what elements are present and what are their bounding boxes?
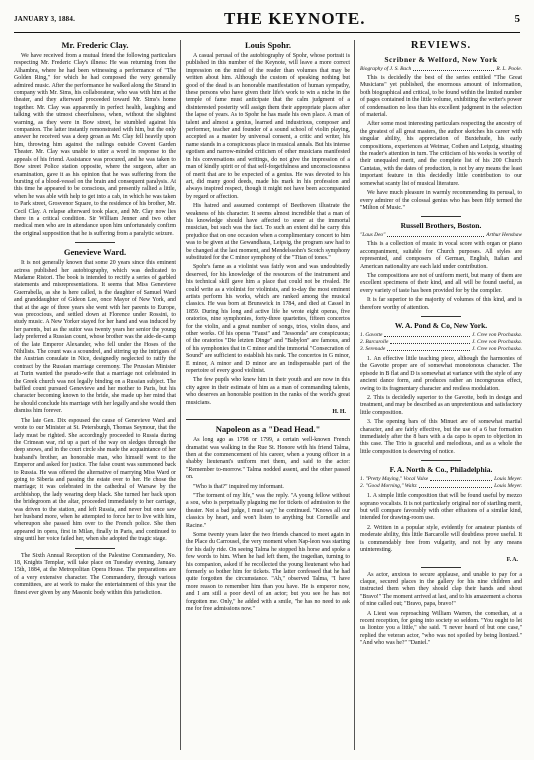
article-signature: H. H. bbox=[332, 409, 346, 416]
review-entry bbox=[360, 332, 522, 339]
column-left bbox=[14, 40, 176, 754]
column-right bbox=[360, 40, 522, 754]
section-heading: REVIEWS. bbox=[410, 40, 472, 51]
article-title: Mr. Frederic Clay. bbox=[61, 40, 129, 50]
entry-title: 1. "Pretty Maying," Vocal Valse bbox=[360, 476, 429, 483]
section-divider bbox=[421, 316, 461, 317]
entry-author: J. Cree von Prochaska. bbox=[471, 345, 522, 352]
article-paragraph: It is not generally known that some 20 years since this eminent actress published her autobiography, which was dedicated to Madame Ristori. The book is intended to rectify a series of garbled statements and misrepresentations. It seems that Miss Genevieve Guerrabella, as she is here called, is the daughter of Samuel Ward and granddaughter of Gideon Lee, once Mayor of New York, and that at the age of three years she went with her parents to Europe, was precocious, and settled down at Florence under Rossini, to study music. A New Yorker stayed for her hand and was induced by her parents, but as the suitor was twenty years her senior the young lady preferred a Russian count, whose brother was the aide-de-camp of the late Emperor Alexander, who fell under the Hoses of the Nihilists. The count was a scoundrel, and stirring up the intrigues of the Austrian consulate in Nice, designedly neglected to ratify the contract by the Russian marriage ceremony. The Prussian Minister at Turin wanted the pseudo-wife that a marriage not celebrated in the Greek church was not legally binding on a Russian subject. The baffled count pursued Genevieve and her mother to Paris, but his character becoming known to the bride, she made up her mind that he should conclude his marriage with her legally and she would then dismiss him forever. bbox=[14, 260, 176, 415]
anecdote-paragraph: A Lieut was reproaching William Warren, the comedian, at a recent reception, for going into society so seldom. "You ought to let us lionize you a little," she said. "I never heard of but one case," replied the veteran actor, "who was not spoiled by being lionized." "And who was he?" "Daniel." bbox=[360, 610, 522, 647]
entry-title: 3. Serenade bbox=[360, 345, 386, 352]
entry-author: Louis Meyer. bbox=[494, 476, 522, 483]
masthead-title: THE KEYNOTE. bbox=[224, 9, 366, 28]
section-divider bbox=[75, 548, 115, 549]
section-divider bbox=[186, 419, 350, 420]
article-paragraph: The Sixth Annual Reception of the Palestine Commandery, No. 18, Knights Templar, will take place on Tuesday evening, January 15th, 1884, at the Metropolitan Opera House. The preparations are of a very extensive character. The Commandery, through various committees, are at work to make the entertainment of this year the finest ever given by any Masonic body within this jurisdiction. bbox=[14, 552, 176, 596]
column-divider bbox=[180, 40, 181, 750]
review-entry bbox=[360, 476, 522, 483]
review-paragraph: The compositions are not of uniform merit, but many of them are excellent specimens of their kind, and all will be found useful, as every variety of taste has been provided for by the compiler. bbox=[360, 272, 522, 294]
dot-leader bbox=[384, 332, 469, 337]
article-paragraph: The few pupils who knew him in their youth and are now in this city agree in their estimate of him as a man of commanding talents, who deserves an honorable position in the ranks of the world's great musicians. bbox=[186, 377, 350, 406]
page-number: 5 bbox=[514, 13, 520, 25]
entry-title: 2. "Good Morning," Waltz bbox=[360, 483, 417, 490]
review-paragraph: This is a collection of music in vocal score with organ or piano accompaniment, suitable for Church purposes. All styles are represented, and composers of German, English, Italian and American nationality are each laid under contribution. bbox=[360, 241, 522, 270]
review-entry-list bbox=[360, 332, 522, 353]
review-signature: F. A. bbox=[506, 556, 518, 563]
publisher-heading: Scribner & Welford, New York bbox=[384, 55, 498, 64]
dot-leader bbox=[419, 483, 493, 488]
article-paragraph: His hatred and assumed contempt of Beethoven illustrate the weakness of his character. It seems almost incredible that a man of his knowledge should have affected to sneer at the immortal musician, but such was the fact. To such an extent did he carry this prejudice that on one occasion when a complimentary concert to him was to be given at the Gewandhaus, Leipsig, the program saw had to be changed at the last moment, and Mendelssohn's Scotch symphony substituted for the C minor symphony of the "Titan of tones." bbox=[186, 203, 350, 261]
section-divider bbox=[421, 216, 461, 217]
article-paragraph: Some twenty years later the two friends chanced to meet again in the Place du Carrousel, the very moment when Nap-leon was starting for his daily ride. On seeing Talma he stopped his horse and spoke a few words to him. When he had left them, the tragedian, turning to his companion, asked if he recollected the young lieutenant who had formerly so bother him for tickets. The latter confessed that he had quite forgotten the circumstance. "Ah," observed Talma, "I have more reason to remember him than you have. He is emperor now, and I am still a poor devil of an actor; but you see he has not forgotten me. Only," he added with a smile, "he has no need to ask me for free admissions now." bbox=[186, 531, 350, 613]
article-paragraph: A casual perusal of the autobiography of Spohr, whose portrait is published in this number of the Keynote, will leave a more correct impression on the mind of the reader than volumes that may be written about him. Although the custom of speaking nothing but good of the dead is an honorable manifestation of human sympathy, these persons who have given their life's work to win a niche in the temple of fame must anticipate that the calm judgment of a disinterested posterity will assign them their appropriate places after the lapse of years. As to Spohr he has made his own place. A man of talent and almost a genius, learned and industrious, composer and performer, teacher and founder of a sound school of violin playing, accepted as a master by universal consent, a critic and writer, his name stands in a conspicuous place in musical annals. But his intense egotism and narrow-minded criticism of other musicians manifested in his conversations and writings, do not give the impression of a man of kindly spirit or of that self-forgetfulness and unconsciousness of merit that are to be expected of a genius. He was devoted to his art, did many good deeds, made his mark in his profession and always inspired respect, though it might not have been accompanied by regard or affection. bbox=[186, 53, 350, 200]
review-entry bbox=[360, 483, 522, 490]
column-middle bbox=[186, 40, 350, 754]
article-paragraph: We have received from a mutual friend the following particulars respecting Mr. Frederic Clay's illness: He was returning from the Alhambra, where he had been witnessing a performance of "The Golden Ring," for which he had composed the very generally admired music. After the performance he walked along the Strand in company with Mr. Sims, his collaborateur, who was with him at the theater, and they afterward proceeded toward Mr. Sims's home together. Mr. Clay was apparently in perfect health, laughing and talking with the utmost cheerfulness, when, without the slightest warning, as they were in Bow street, he stumbled against his companion. The latter instantly remonstrated with him, but the only answer he received was a deep groan as Mr. Clay fell heavily upon him, throwing him against the railings outside Covent Garden Theater. Mr. Clay was unable to utter a word in response to the appeals of his friend. Assistance was procured, and he was taken to Bow street Police station opposite, where the surgeon, after an examination, gave it as his opinion that he was suffering from the bursting of a blood-vessel on the brain and consequent paralysis. At this time he appeared to be conscious, and presently rallied a little, when he was able with help to get into a cab, in which he was taken to Park street, Grosvenor Square, to the residence of his brother, Mr. Cecil Clay. A relapse afterward took place, and Mr. Clay now lies there in a critical condition. Sir William Jenner and two other medical men who are in attendance upon him unfortunately confirm the original supposition that he is suffering from a paralytic seizure. bbox=[14, 53, 176, 237]
dot-leader bbox=[413, 66, 494, 71]
article-title: Napoleon as a "Dead Head." bbox=[215, 424, 321, 435]
entry-author: Arthur Henshaw bbox=[486, 232, 522, 239]
entry-title: 2. Barcarolle bbox=[360, 338, 389, 345]
article-paragraph: The late Gen. Dix espoused the cause of Genevieve Ward and wrote to our Minister at St. Petersburgh, Thomas Seymour, that the lady must be righted. She accordingly proceeded to Russia during the Crimean war, rid up a part of the way on sledges through the deep snows, and in the court circle she made the acquaintance of her husband's brother, an honorable man, who himself went to the Emperor and asked for justice. The false count was summoned back to Russia. He was offered the alternative of marrying Miss Ward or going to Siberia and passing the estate over to her. He chose the marriage; it was celebrated in the cathedral of Warsaw by the archbishop, the lady wearing deep black. She turned her back upon the bridegroom at the altar, proceeded immediately to her carriage, was driven to the station, and left Russia, and never but once saw her husband more, when he attempted to force her to live with him, whereupon she passed him over to the French police. She then appeared in opera, first in Milan, finally in Paris, and continued to sing until her voice failed her, when she adopted the tragic stage. bbox=[14, 417, 176, 543]
review-paragraph: We have much pleasure in warmly recommending its perusal, to every admirer of the colossal genius who has been fitly termed the "Milton of Music." bbox=[360, 190, 522, 211]
entry-author: Louis Meyer. bbox=[494, 483, 522, 490]
issue-date: JANUARY 3, 1884. bbox=[14, 15, 76, 23]
entry-title: 1. Gavotte bbox=[360, 331, 383, 338]
anecdote-paragraph: As actor, anxious to secure applause, and unable to pay for a claque, secured places in the gallery for his nine children and instructed them when they should clap their hands and shout "Bravo!" The moment arrived at last, and to his amazement a chorus of nine called out; "Bravo, papa, bravo!" bbox=[360, 571, 522, 608]
entry-author: J. Cree von Prochaska. bbox=[471, 338, 522, 345]
review-entry bbox=[360, 339, 522, 346]
review-paragraph: 1. A simple little composition that will be found useful by mezzo soprano vocalists. It is not particularly original nor of startling merit, but will compare favorably with other effusions of a similar kind, intended for drawing-room use. bbox=[360, 493, 522, 522]
entry-author: J. Cree von Prochaska. bbox=[471, 331, 522, 338]
dot-leader bbox=[430, 476, 492, 481]
entry-author: R. L. Poole. bbox=[496, 66, 522, 72]
article-paragraph: Spohr's fame as a violinist was fairly won and was undoubtedly deserved, for his knowledge of the resources of the instrument and his technical skill gave him a place that could not be rivaled. He could write as a violinist for violinists, and to-day the most eminent artists perform his works, which are ranked among the musical classics. He was born at Brunswick in 1784, and died at Cassel in 1859. During his long and active life he wrote eight operas, five oratorios, nine symphonies, forty-three quartettes, fifteen concertos for the violin, and a great number of songs, trios, violin duos, and other works. Of his operas "Faust" and "Jessonda" are conspicuous; of the oratorios "Die letzten Dinge" and "Babylon" are famous, and of his symphonies that in C minor and the immortal "Consecration of Sound" are sufficient to establish his rank. The concertos in G minor, E minor, A minor and D minor are an indispensable part of the repertoire of every good violinist. bbox=[186, 264, 350, 375]
section-divider bbox=[421, 567, 461, 568]
article-paragraph: As long ago as 1798 or 1799, a certain well-known French dramatist was walking in the Rue St. Honore with his friend Talma, then at the commencement of his career, when a young officer in a shabby lieutenant's uniform met them, and said to the actor: "Remember to-morrow." Talma nodded assent, and the other passed on. bbox=[186, 437, 350, 481]
dot-leader bbox=[387, 346, 470, 351]
review-paragraph: It is far superior to the majority of volumes of this kind, and is therefore worthy of attention. bbox=[360, 297, 522, 311]
section-divider bbox=[421, 460, 461, 461]
review-paragraph: 2. This is decidedly superior to the Gavotte, both in design and treatment, and may be described as an unpretentious and satisfactory little composition. bbox=[360, 395, 522, 416]
publisher-heading: F. A. North & Co., Philadelphia. bbox=[389, 465, 493, 475]
article-title: Genevieve Ward. bbox=[63, 247, 127, 258]
review-entry bbox=[360, 66, 522, 73]
article-paragraph: "Who is that?" inquired my informant. bbox=[193, 483, 284, 490]
review-paragraph: 1. An effective little teaching piece, although the harmonies of the Gavotte proper are of somewhat monotonous character. The episode in B flat and D is somewhat at variance with the style of any ancient dance form, and produces rather an incongruous effect, owing to its fragmentary character and restless modulation. bbox=[360, 355, 522, 392]
column-divider bbox=[354, 40, 355, 750]
review-entry bbox=[360, 232, 522, 239]
review-paragraph: After some most interesting particulars respecting the ancestry of the greatest of all great masters, the author sketches his career with singular ability, his appreciation of Buxtehude, his early compositions, experiences at Weimar, Cothen and Leipzig, situating the reader's attention in turn. The criticism of his works is worthy of their unequaled merit, and the complete list of his 200 Church Cantatas, with the dates of production, is not by any means the least important feature in this decidedly little contribution to our somewhat scanty list of musical literature. bbox=[360, 121, 522, 187]
review-paragraph: 2. Written in a popular style, evidently for amateur pianists of moderate ability, this little Barcarolle will doubtless prove useful. It is commendably free from vulgarity, and not by any means uninteresting. bbox=[360, 524, 522, 554]
review-paragraph: This is decidedly the best of the series entitled "The Great Musicians" yet published, the enormous amount of information, both biographical and critical, to be found within the limited number of pages contained in the little volume, exhibiting the writer's power of condensation no less than his excellent judgment in the selection of material. bbox=[360, 75, 522, 119]
dot-leader bbox=[390, 339, 470, 344]
review-entry-list bbox=[360, 476, 522, 490]
article-title: Louis Spohr. bbox=[245, 40, 291, 50]
section-divider bbox=[75, 242, 115, 243]
article-paragraph: "The torment of my life," was the reply. "A young fellow without a sou, who is perpetually plaguing me for tickets of admission to the theater. Not a bad judge, I must say," he continued. "Knows all our classics by heart, and won't listen to anything but Corneille and Racine." bbox=[186, 492, 350, 529]
entry-title: "Laus Deo" bbox=[360, 232, 386, 239]
publisher-heading: W. A. Pond & Co, New York. bbox=[394, 320, 488, 330]
review-entry bbox=[360, 346, 522, 353]
publisher-heading: Russell Brothers, Boston. bbox=[400, 221, 482, 231]
entry-title: Biography of J. S. Bach bbox=[360, 66, 412, 72]
page-header bbox=[14, 6, 520, 33]
dot-leader bbox=[387, 232, 484, 237]
review-paragraph: 3. The opening bars of this Minuet are of somewhat martial character, and are fairly effective, but the use of a 6 bar formation immediately after the 8 bars with a da capo is open to objection in this case. The Trio is graceful and melodious, and as a whole the little composition is deserving of notice. bbox=[360, 419, 522, 455]
